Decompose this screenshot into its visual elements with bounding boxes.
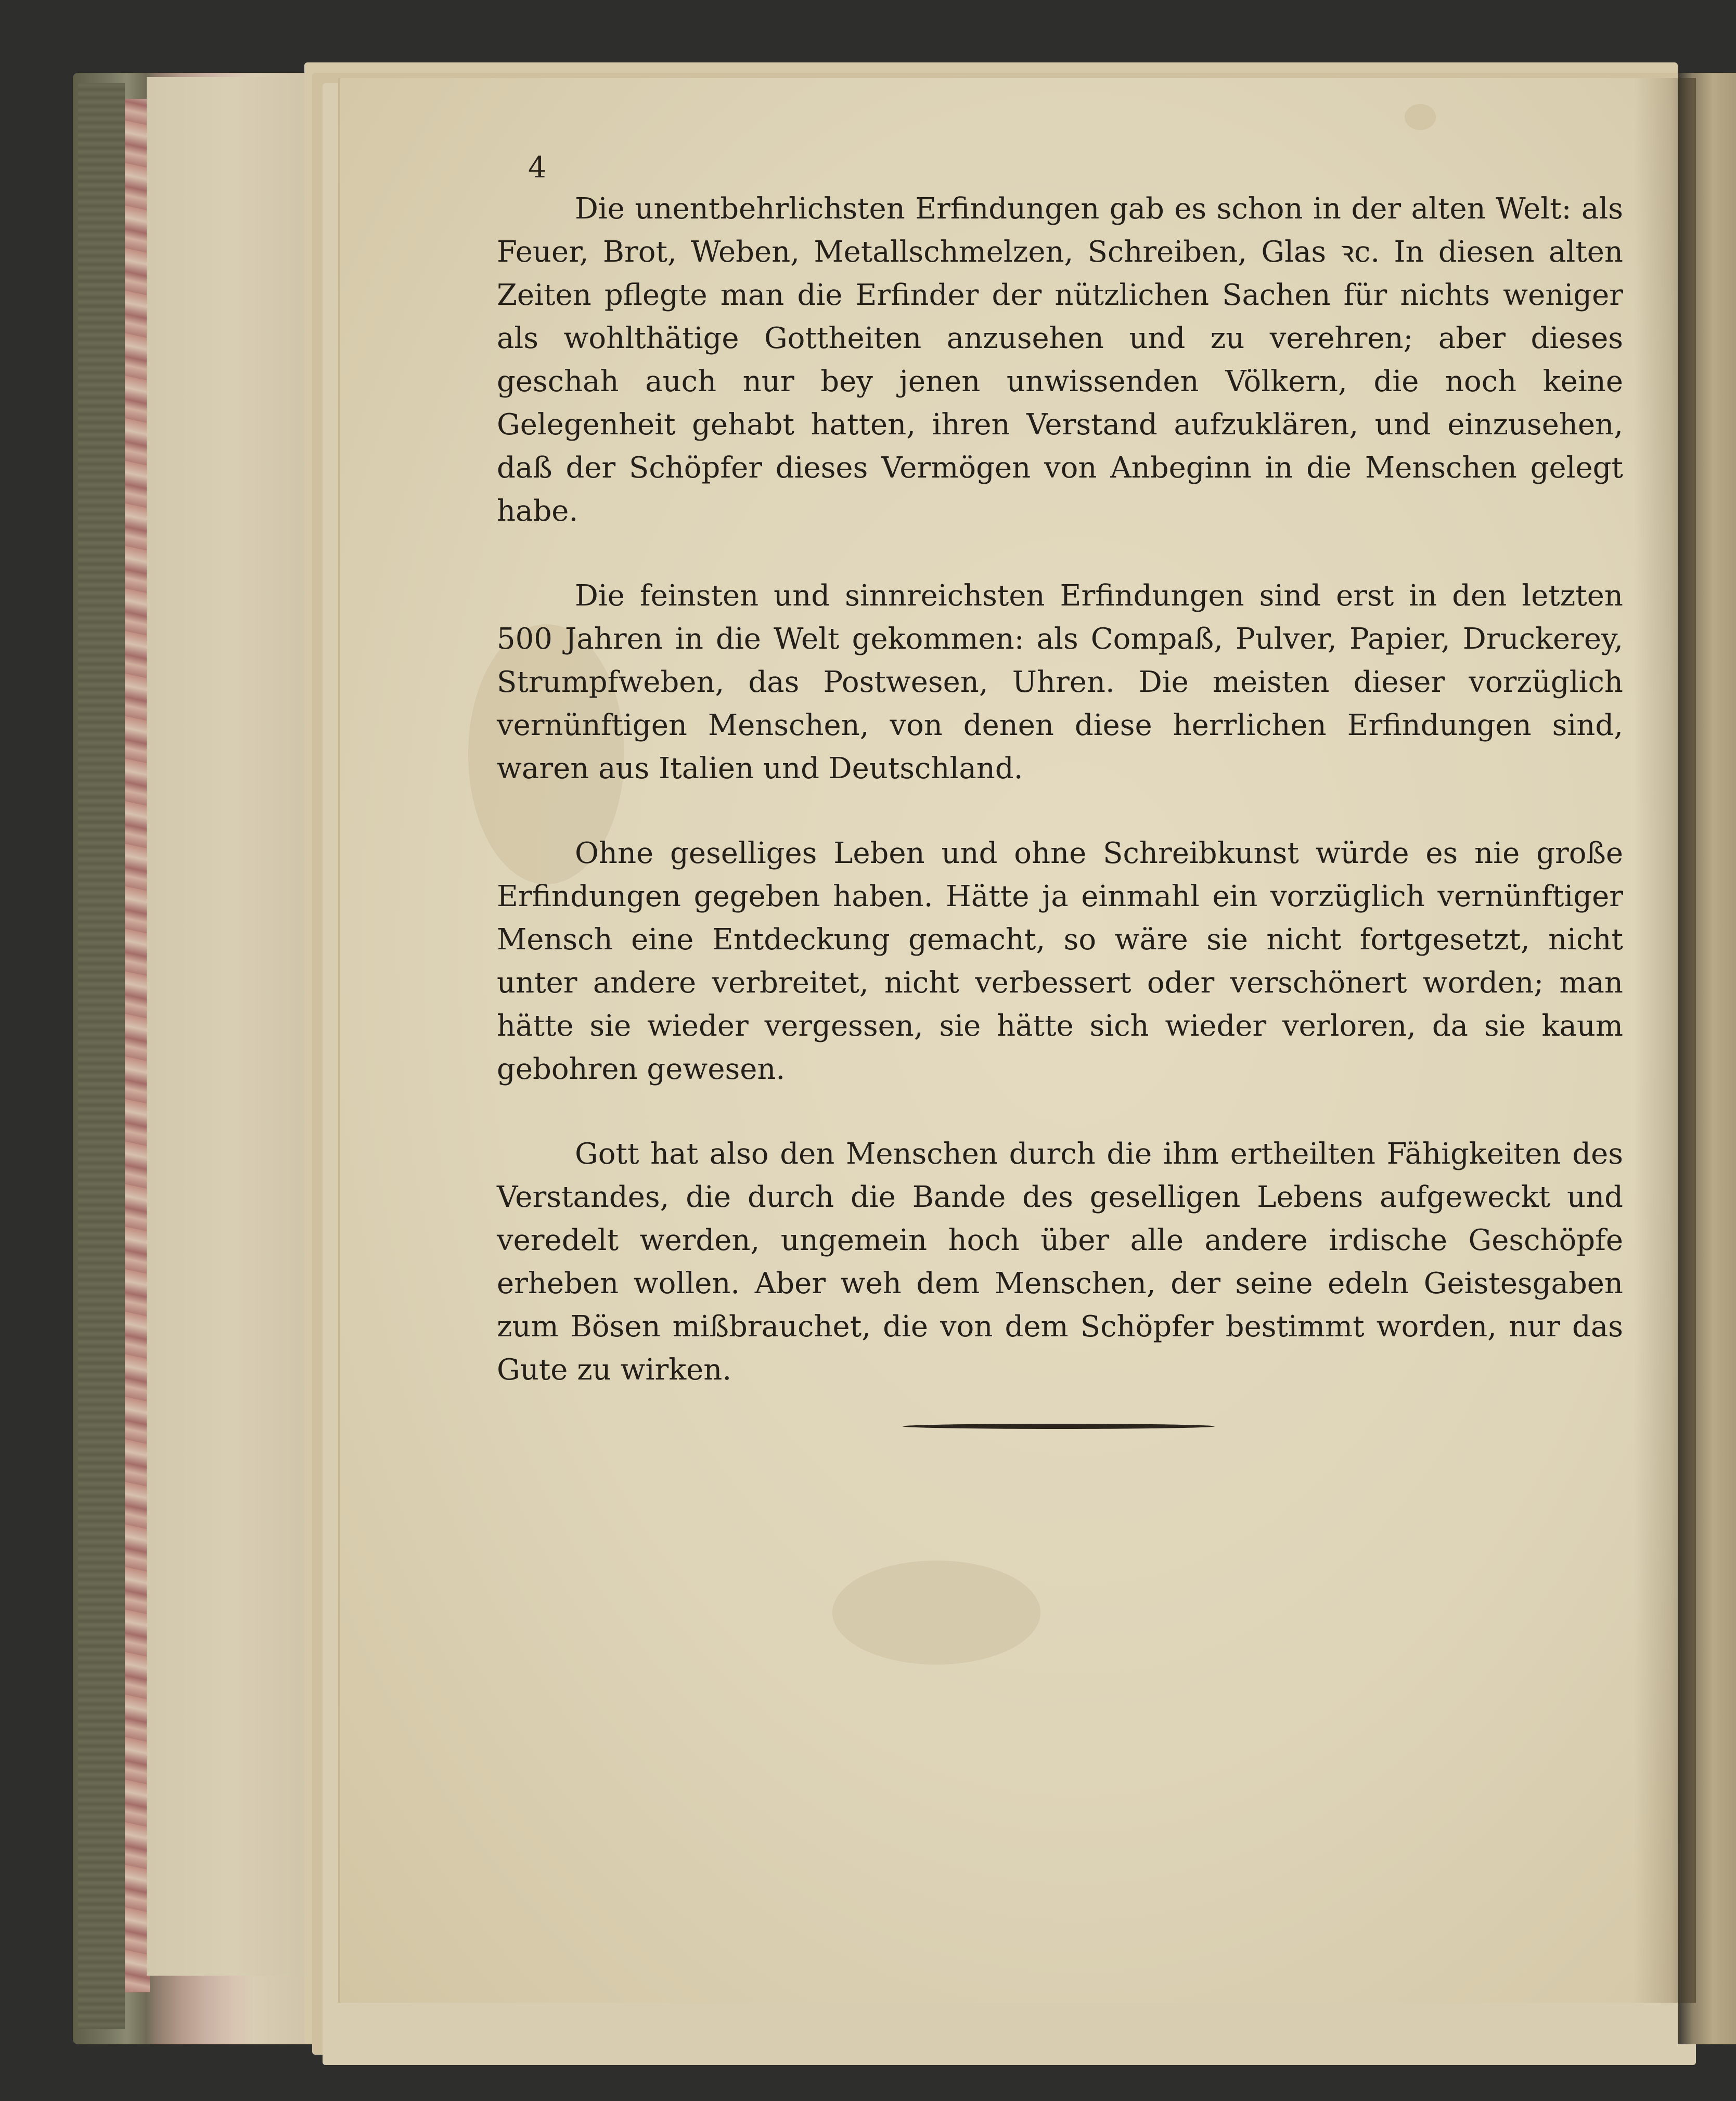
- endpaper: [147, 77, 320, 1976]
- gutter-shadow: [1634, 78, 1696, 2003]
- paper-stain: [832, 1561, 1040, 1665]
- body-text: [497, 187, 1623, 1433]
- paragraph: Die feinsten und sinnreichsten Erfindungen sind erst in den letzten 500 Jahren in die Welt gekommen: als Compaß, Pulver, Papier, Druckerey, Strumpfweben, das Postwesen, Uhren. Die meisten dieser vorzüglich vernünftigen Menschen, von denen diese herrlichen Erfindungen sind, waren aus Italien und Deutschland.: [497, 579, 1623, 785]
- paragraph: Ohne geselliges Leben und ohne Schreibkunst würde es nie große Erfindungen gegeben haben. Hätte ja einmahl ein vorzüglich vernünftiger Mensch eine Entdeckung gemacht, so wäre sie nicht fortgesetzt, nicht unter andere verbreitet, nicht verbessert oder verschönert worden; man hätte sie wieder vergessen, sie hätte sich wieder verloren, da sie kaum gebohren gewesen.: [497, 836, 1623, 1086]
- section-divider: [903, 1424, 1215, 1429]
- paragraph: Gott hat also den Menschen durch die ihm ertheilten Fähigkeiten des Verstandes, die durch die Bande des geselligen Lebens aufgeweckt und veredelt werden, ungemein hoch über alle andere irdische Geschöpfe erheben wollen. Aber weh dem Menschen, der seine edeln Geistesgaben zum Bösen mißbrauchet, die von dem Schöpfer bestimmt worden, nur das Gute zu wirken.: [497, 1137, 1623, 1387]
- paper-stain: [1405, 104, 1436, 130]
- marbled-edge: [125, 99, 150, 1992]
- paragraph: Die unentbehrlichsten Erfindungen gab es schon in der alten Welt: als Feuer, Brot, Weben, Metallschmelzen, Schreiben, Glas ꝛc. In diesen alten Zeiten pflegte man die Erfinder der nützlichen Sachen für nichts weniger als wohlthätige Gottheiten anzusehen und zu verehren; aber dieses geschah auch nur bey jenen unwissenden Völkern, die noch keine Gelegenheit gehabt hatten, ihren Verstand aufzuklären, und einzusehen, daß der Schöpfer dieses Vermögen von Anbeginn in die Menschen gelegt habe.: [497, 192, 1623, 528]
- cloth-spine: [78, 83, 125, 2029]
- page-number: 4: [528, 151, 547, 185]
